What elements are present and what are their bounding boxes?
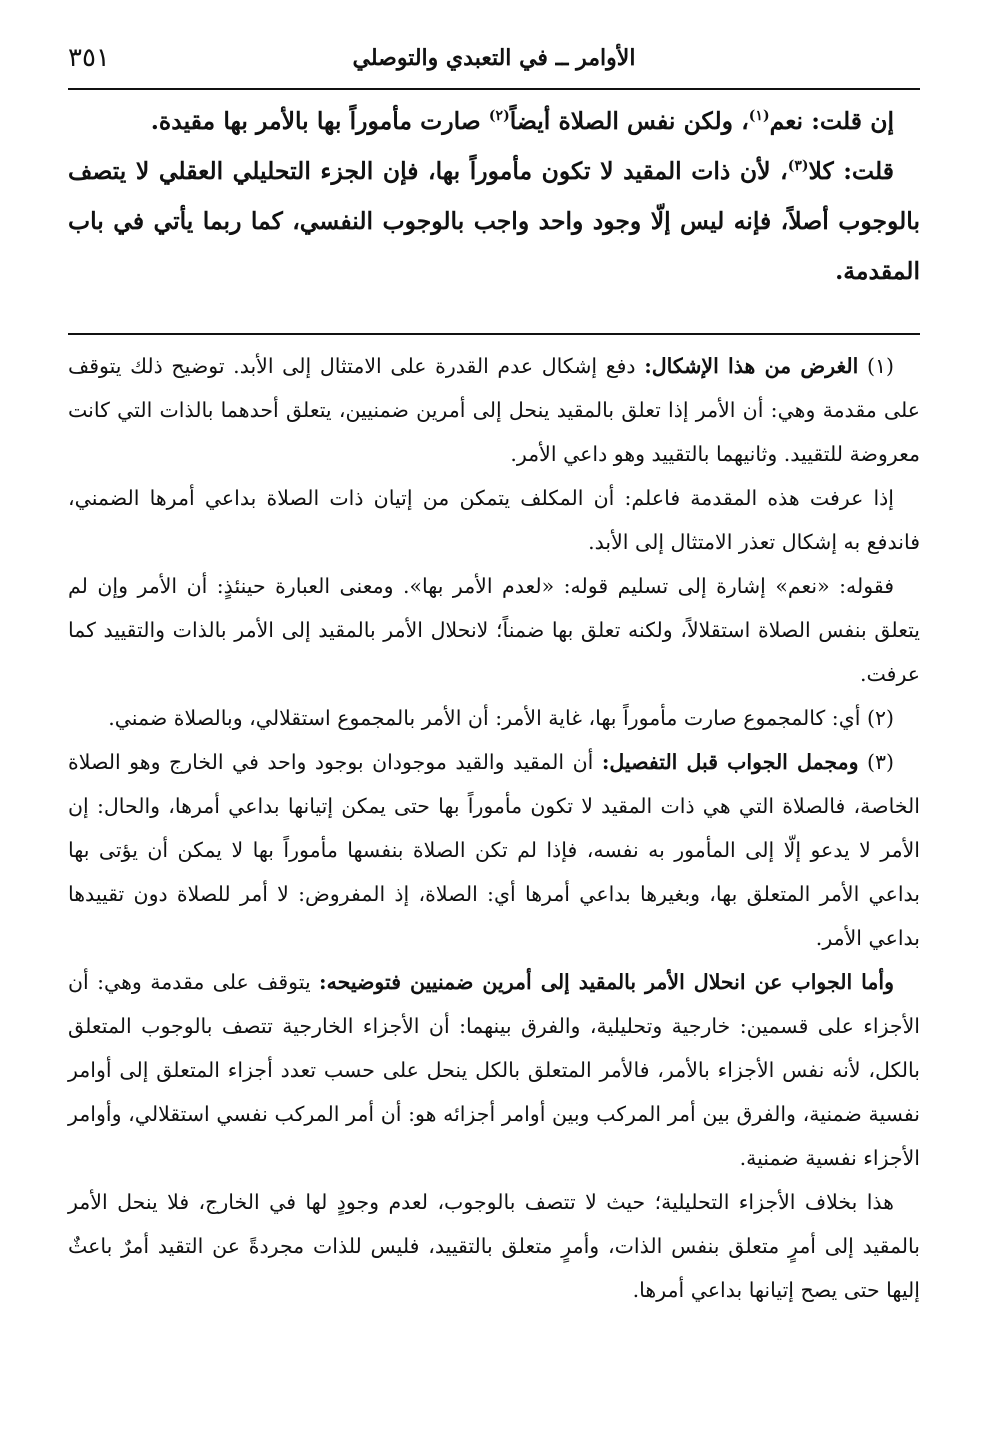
footnote-1-paragraph: فقوله: «نعم» إشارة إلى تسليم قوله: «لعدم الأمر بها». ومعنى العبارة حينئذٍ: أن الأمر وإن لم يتعلق بنفس الصلاة استقلالاً، ولكنه تعلق بها ضمناً؛ لانحلال الأمر بالمقيد إلى الأمر بالذات والتقييد كما عرفت. [68, 574, 920, 686]
page-number: ٣٥١ [68, 43, 110, 73]
footnotes [68, 344, 920, 1424]
main-paragraph [68, 96, 920, 146]
footnote-3 [68, 740, 920, 960]
main-text-span: ، ولكن نفس الصلاة أيضاً [509, 107, 749, 135]
footnote-text: دفع إشكال عدم القدرة على الامتثال إلى الأبد. توضيح ذلك يتوقف على مقدمة وهي: أن الأمر إذا تعلق بالمقيد ينحل إلى أمرين ضمنيين، يتعلق أحدهما بالذات التي كانت معروضة للتقييد. وثانيهما بالتقييد وهو داعي الأمر. [68, 354, 920, 466]
footnote-1-paragraph: إذا عرفت هذه المقدمة فاعلم: أن المكلف يتمكن من إتيان ذات الصلاة بداعي أمرها الضمني، فاندفع به إشكال تعذر الامتثال إلى الأبد. [68, 486, 920, 554]
footnote-text: أن المقيد والقيد موجودان بوجود واحد في الخارج وهو الصلاة الخاصة، فالصلاة التي هي ذات المقيد لا تكون مأموراً بها حتى يمكن إتيانها بداعي أمرها، والحال: إن الأمر لا يدعو إلّا إلى المأمور به نفسه، فإذا لم تكن الصلاة بنفسها مأموراً بها لا يمكن أن يؤتى بها بداعي الأمر المتعلق بها، وبغيرها بداعي أمرها أي: الصلاة، إذ المفروض: لا أمر للصلاة دون تقييدها بداعي الأمر. [68, 750, 920, 950]
main-text-span: صارت مأموراً بها بالأمر بها مقيدة. [150, 107, 489, 135]
main-text-span: ، لأن ذات المقيد لا تكون مأموراً بها، فإن الجزء التحليلي العقلي لا يتصف بالوجوب أصلاً، فإنه ليس إلّا وجود واحد واجب بالوجوب النفسي، كما ربما يأتي في باب المقدمة. [68, 157, 920, 285]
footnote-text: يتوقف على مقدمة وهي: أن الأجزاء على قسمين: خارجية وتحليلية، والفرق بينهما: أن الأجزاء الخارجية تتصف بالوجوب المتعلق بالكل، لأنه نفس الأجزاء بالأمر، فالأمر المتعلق بالكل ينحل على حسب تعدد أجزاء المتعلق إلى أوامر نفسية ضمنية، والفرق بين أمر المركب وبين أوامر أجزائه هو: أن أمر المركب نفسي استقلالي، وأوامر الأجزاء نفسية ضمنية. [68, 970, 920, 1170]
main-paragraph [68, 146, 920, 296]
footnote-number: (١) [858, 354, 894, 378]
header-divider [68, 88, 920, 90]
footnote-lead: وأما الجواب عن انحلال الأمر بالمقيد إلى أمرين ضمنيين فتوضيحه: [319, 970, 894, 994]
main-text-span: قلت: كلا [808, 157, 894, 185]
footnote-3-paragraph: هذا بخلاف الأجزاء التحليلية؛ حيث لا تتصف بالوجوب، لعدم وجودٍ لها في الخارج، فلا ينحل الأمر بالمقيد إلى أمرٍ متعلق بنفس الذات، وأمرٍ متعلق بالتقييد، فليس للذات مجردةً عن التقيد أمرٌ باعثٌ إليها حتى يصح إتيانها بداعي أمرها. [68, 1190, 920, 1302]
footnote-lead: الغرض من هذا الإشكال: [644, 354, 859, 378]
main-text-span: إن قلت: نعم [769, 107, 894, 135]
header-title: الأوامر ــ في التعبدي والتوصلي [352, 45, 636, 71]
footnote-3-paragraph [68, 960, 920, 1180]
footnote-marker: (٢) [488, 108, 510, 125]
footnote-lead: ومجمل الجواب قبل التفصيل: [601, 750, 859, 774]
main-text [68, 96, 920, 328]
footnote-number: (٣) [858, 750, 895, 774]
footnote-1 [68, 344, 920, 476]
running-header [68, 38, 920, 78]
footnote-marker: (١) [748, 108, 770, 125]
footnote-marker: (٣) [787, 158, 809, 175]
footnote-2: (٢) أي: كالمجموع صارت مأموراً بها، غاية الأمر: أن الأمر بالمجموع استقلالي، وبالصلاة ضمني. [108, 706, 894, 730]
footnote-divider [68, 333, 920, 335]
